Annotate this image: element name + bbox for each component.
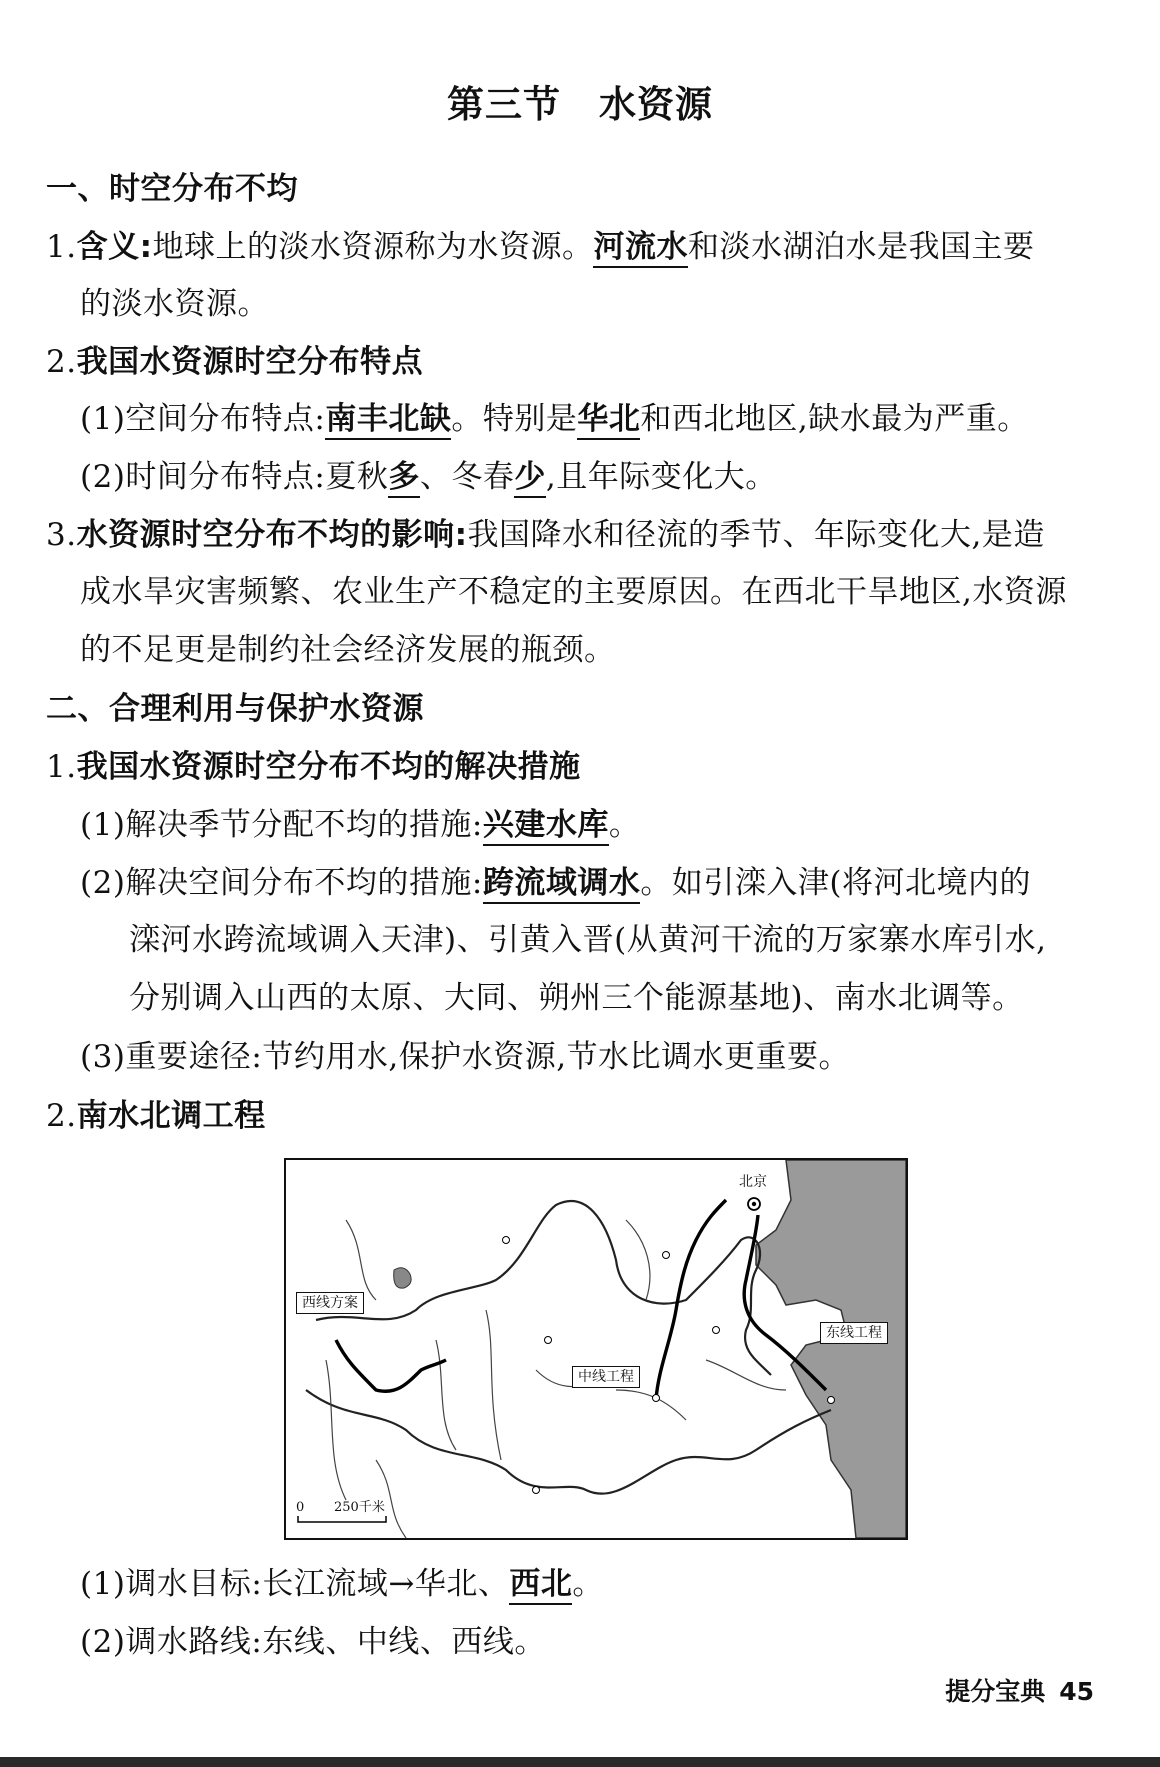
paragraph-definition <box>46 226 1034 268</box>
page-title: 第三节 水资源 <box>447 83 713 126</box>
paragraph-target <box>80 1563 604 1605</box>
page-number: 45 <box>1059 1677 1094 1706</box>
paragraph-features-heading <box>46 341 423 383</box>
text: 。 <box>608 807 641 843</box>
item-number: 1. <box>46 229 77 265</box>
text: 。 <box>572 1566 604 1602</box>
section-heading-2: 二、合理利用与保护水资源 <box>46 691 424 727</box>
paragraph-impact-cont: 成水旱灾害频繁、农业生产不稳定的主要原因。在西北干旱地区,水资源 <box>80 574 1067 610</box>
paragraph-spatial-measure-cont: 分别调入山西的太原、大同、朔州三个能源基地)、南水北调等。 <box>129 980 1024 1016</box>
label-beijing: 北京 <box>739 1174 767 1190</box>
text: (2)时间分布特点:夏秋 <box>80 459 389 495</box>
paragraph-project-heading <box>46 1095 266 1137</box>
label-west-route: 西线方案 <box>296 1292 364 1314</box>
west-route-line <box>336 1340 446 1391</box>
item-number: 1. <box>46 749 77 785</box>
key-term: 南丰北缺 <box>325 401 451 440</box>
paragraph-routes: (2)调水路线:东线、中线、西线。 <box>80 1624 546 1660</box>
item-number: 3. <box>46 517 77 553</box>
paragraph-important-way: (3)重要途径:节约用水,保护水资源,节水比调水更重要。 <box>80 1039 851 1075</box>
sea-area <box>756 1160 906 1538</box>
text: (1)调水目标:长江流域→华北、 <box>80 1566 510 1602</box>
item-label: 含义: <box>76 229 153 265</box>
scale-bar <box>298 1516 386 1522</box>
text: 、冬春 <box>419 459 515 495</box>
text: 和西北地区,缺水最为严重。 <box>640 401 1029 437</box>
text: 。如引滦入津(将河北境内的 <box>640 865 1031 901</box>
paragraph-impact-cont: 的不足更是制约社会经济发展的瓶颈。 <box>80 632 616 668</box>
paragraph-definition-cont: 的淡水资源。 <box>80 286 269 322</box>
key-term: 跨流域调水 <box>483 865 641 904</box>
text: 我国降水和径流的季节、年际变化大,是造 <box>467 517 1045 553</box>
key-term: 多 <box>388 459 420 498</box>
item-label: 南水北调工程 <box>76 1098 266 1134</box>
text: (1)解决季节分配不均的措施: <box>80 807 483 843</box>
book-name: 提分宝典 <box>945 1677 1046 1706</box>
paragraph-spatial-measure-cont: 滦河水跨流域调入天津)、引黄入晋(从黄河干流的万家寨水库引水, <box>129 922 1047 958</box>
paragraph-temporal <box>80 456 777 498</box>
item-number: 2. <box>46 344 77 380</box>
paragraph-spatial <box>80 398 1029 440</box>
map-drawing <box>286 1160 906 1538</box>
lake <box>394 1268 411 1288</box>
paragraph-impact <box>46 514 1045 556</box>
key-term: 兴建水库 <box>483 807 609 846</box>
item-label: 水资源时空分布不均的影响: <box>76 517 468 553</box>
key-term: 西北 <box>509 1566 572 1605</box>
bottom-bar <box>0 1757 1160 1767</box>
paragraph-spatial-measure <box>80 862 1031 904</box>
section-heading-1: 一、时空分布不均 <box>46 171 298 207</box>
scale-label: 250千米 <box>334 1500 385 1515</box>
item-label: 我国水资源时空分布不均的解决措施 <box>76 749 581 785</box>
label-east-route: 东线工程 <box>820 1322 888 1344</box>
item-label: 我国水资源时空分布特点 <box>76 344 424 380</box>
paragraph-measures-heading <box>46 746 581 788</box>
text: 地球上的淡水资源称为水资源。 <box>152 229 594 265</box>
key-term: 华北 <box>577 401 640 440</box>
text: 。特别是 <box>451 401 578 437</box>
scale-zero: 0 <box>296 1500 305 1515</box>
item-number: 2. <box>46 1098 77 1134</box>
paragraph-seasonal <box>80 804 640 846</box>
label-middle-route: 中线工程 <box>572 1366 640 1388</box>
text: 和淡水湖泊水是我国主要 <box>687 229 1035 265</box>
south-north-water-diversion-map <box>284 1158 908 1540</box>
text: ,且年际变化大。 <box>545 459 777 495</box>
text: (2)解决空间分布不均的措施: <box>80 865 483 901</box>
key-term: 少 <box>514 459 546 498</box>
middle-route-line <box>656 1200 726 1400</box>
text: (1)空间分布特点: <box>80 401 326 437</box>
key-term: 河流水 <box>593 229 688 268</box>
page-footer <box>945 1672 1094 1708</box>
